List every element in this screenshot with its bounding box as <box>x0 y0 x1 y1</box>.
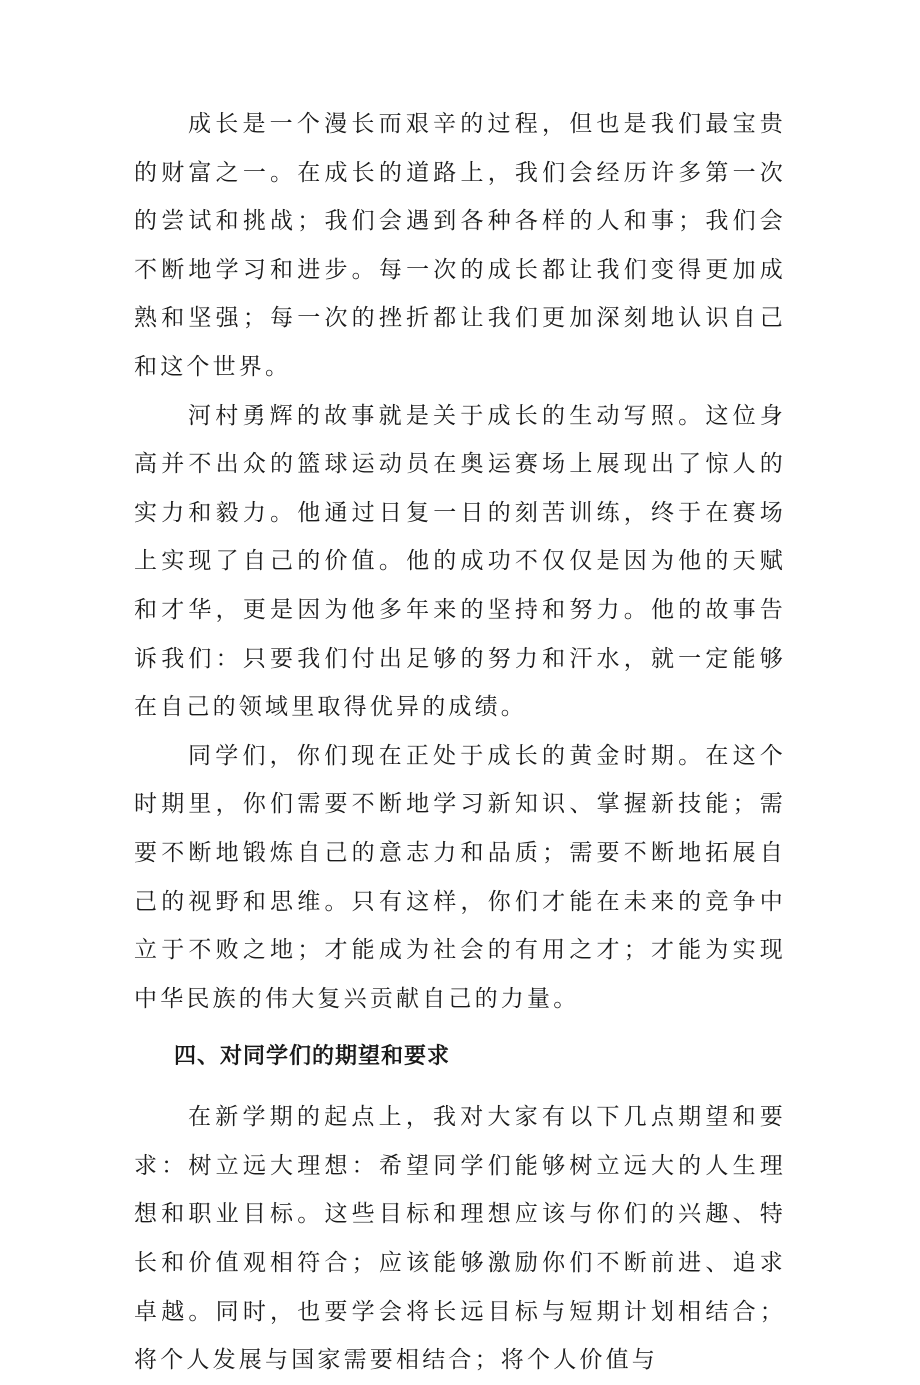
paragraph-kawamura-story: 河村勇辉的故事就是关于成长的生动写照。这位身高并不出众的篮球运动员在奥运赛场上展现出了惊人的实力和毅力。他通过日复一日的刻苦训练，终于在赛场上实现了自己的价值。他的成功不仅仅是因为他的天赋和才华，更是因为他多年来的坚持和努力。他的故事告诉我们：只要我们付出足够的努力和汗水，就一定能够在自己的领域里取得优异的成绩。 <box>134 402 786 721</box>
paragraph-growth: 成长是一个漫长而艰辛的过程，但也是我们最宝贵的财富之一。在成长的道路上，我们会经历许多第一次的尝试和挑战；我们会遇到各种各样的人和事；我们会不断地学习和进步。每一次的成长都让我们变得更加成熟和坚强；每一次的挫折都让我们更加深刻地认识自己和这个世界。 <box>134 111 786 380</box>
paragraph-students-golden-period: 同学们，你们现在正处于成长的黄金时期。在这个时期里，你们需要不断地学习新知识、掌握新技能；需要不断地锻炼自己的意志力和品质；需要不断地拓展自己的视野和思维。只有这样，你们才能在未来的竞争中立于不败之地；才能成为社会的有用之才；才能为实现中华民族的伟大复兴贡献自己的力量。 <box>134 742 786 1012</box>
paragraph-expectations: 在新学期的起点上，我对大家有以下几点期望和要求：树立远大理想：希望同学们能够树立远大的人生理想和职业目标。这些目标和理想应该与你们的兴趣、特长和价值观相符合；应该能够激励你们不断前进、追求卓越。同时，也要学会将长远目标与短期计划相结合；将个人发展与国家需要相结合；将个人价值与 <box>134 1104 786 1374</box>
section-heading: 四、对同学们的期望和要求 <box>174 1044 451 1070</box>
